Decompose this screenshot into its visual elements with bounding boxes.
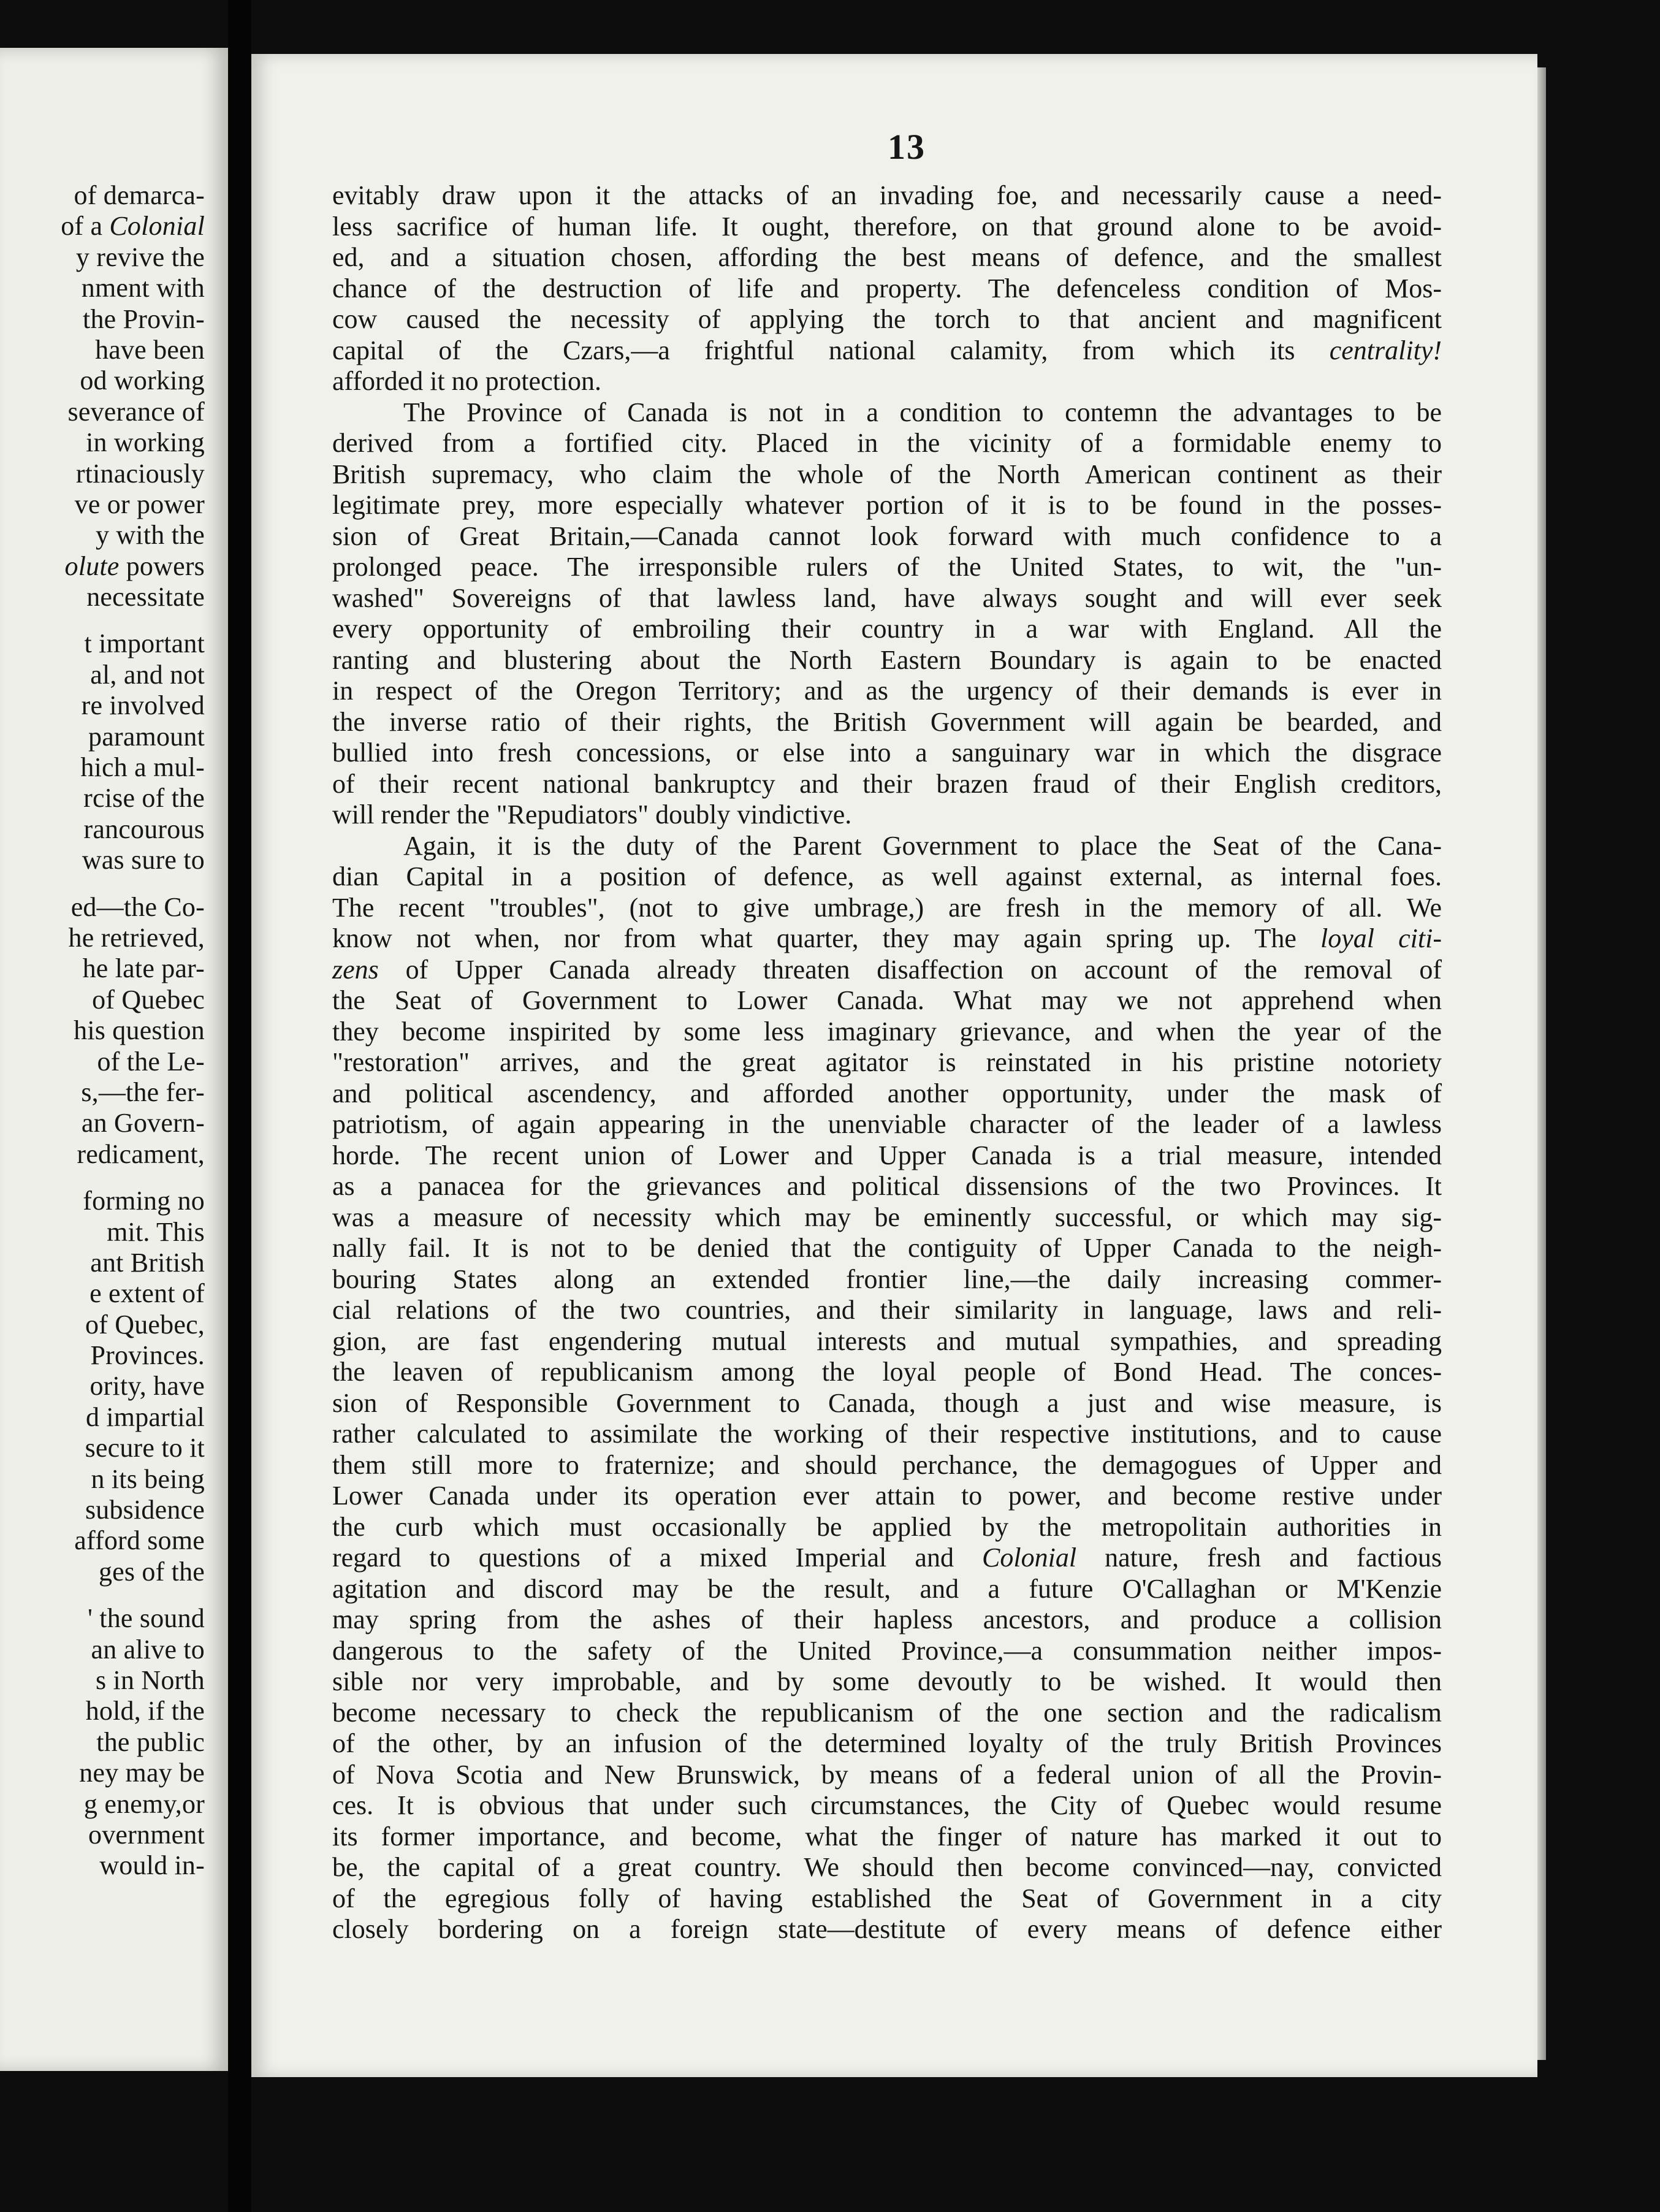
text-line — [332, 583, 1442, 614]
text-line — [332, 1233, 1442, 1264]
left-page-line — [0, 612, 205, 628]
text-line — [332, 707, 1442, 738]
text-line-content: sible nor very improbable, and by some devoutly to be wished. It would then — [332, 1666, 1442, 1696]
left-page-text — [0, 180, 205, 1882]
text-line-content: cial relations of the two countries, and their similarity in language, laws and reli- — [332, 1295, 1442, 1325]
text-line-content: ranting and blustering about the North Eastern Boundary is again to be enacted — [332, 644, 1442, 675]
left-page-line: t important — [84, 628, 205, 659]
left-page-line: d impartial — [85, 1402, 205, 1432]
text-line-content: cow caused the necessity of applying the torch to that ancient and magnificent — [332, 304, 1442, 334]
left-page-line: have been — [95, 334, 205, 365]
left-page-line: ority, have — [89, 1371, 205, 1402]
left-page-line: n its being — [91, 1463, 205, 1494]
text-line — [332, 1450, 1442, 1481]
text-line-content: regard to questions of a mixed Imperial and Colonial nature, fresh and factious — [332, 1543, 1442, 1573]
text-line — [332, 1078, 1442, 1110]
text-line-content: dangerous to the safety of the United Province,—a consummation neither impos- — [332, 1635, 1442, 1666]
text-line-content: ed, and a situation chosen, affording the best means of defence, and the smallest — [332, 242, 1442, 272]
text-line — [332, 769, 1442, 800]
text-line — [332, 1914, 1442, 1945]
left-page-line: hich a mul- — [80, 752, 205, 783]
text-line — [332, 212, 1442, 243]
left-page-line: of Quebec, — [85, 1309, 205, 1340]
page-edge — [1537, 67, 1546, 2060]
text-line — [332, 1264, 1442, 1295]
text-line — [332, 366, 1442, 397]
body-text — [332, 180, 1442, 1945]
text-line-content: may spring from the ashes of their hapless ancestors, and produce a collision — [332, 1604, 1442, 1634]
text-line-content: of the other, by an infusion of the determined loyalty of the truly British Provinces — [332, 1728, 1442, 1758]
text-line — [332, 1512, 1442, 1543]
text-line-content: the inverse ratio of their rights, the British Government will again be bearded, and — [332, 706, 1442, 737]
left-page-line: rtinaciously — [75, 458, 205, 489]
text-line-content: the leaven of republicanism among the loyal people of Bond Head. The conces- — [332, 1357, 1442, 1387]
text-line — [332, 1728, 1442, 1760]
text-line — [332, 335, 1442, 367]
left-page-line: of demarca- — [74, 180, 205, 210]
text-line-content: know not when, nor from what quarter, they may again spring up. The loyal citi- — [332, 923, 1442, 953]
text-line — [332, 1202, 1442, 1234]
text-line — [332, 1326, 1442, 1357]
text-line-content: "restoration" arrives, and the great agitator is reinstated in his pristine notoriety — [332, 1047, 1442, 1077]
left-page-line: forming no — [83, 1186, 205, 1216]
left-page-line: his question — [74, 1015, 205, 1046]
left-page-line: paramount — [88, 721, 205, 752]
left-page-line: the Provin- — [83, 303, 205, 334]
text-line — [332, 304, 1442, 335]
left-page-line: ed—the Co- — [70, 891, 205, 922]
left-page-line: would in- — [99, 1850, 205, 1881]
text-line — [332, 1016, 1442, 1048]
page-number: 13 — [888, 127, 926, 167]
left-page-line: ges of the — [98, 1556, 205, 1587]
text-line-content: capital of the Czars,—a frightful national calamity, from which its centrality! — [332, 335, 1442, 365]
left-page-line: Provinces. — [90, 1340, 205, 1371]
text-line — [332, 1852, 1442, 1883]
left-page-line: olute powers — [64, 551, 205, 581]
left-page-line: necessitate — [86, 582, 205, 612]
left-page-line: ' the sound — [87, 1603, 205, 1634]
text-line — [332, 552, 1442, 583]
text-line — [332, 1604, 1442, 1636]
text-line — [332, 521, 1442, 552]
left-page-line: nment with — [81, 273, 205, 303]
text-line — [332, 1481, 1442, 1512]
left-page-line: of a Colonial — [61, 211, 205, 242]
left-page-line: was sure to — [82, 845, 205, 875]
text-line-content: they become inspirited by some less imaginary grievance, and when the year of the — [332, 1016, 1442, 1047]
left-page-line — [0, 1587, 205, 1603]
text-line-content: as a panacea for the grievances and political dissensions of the two Provinces. It — [332, 1171, 1442, 1201]
left-page-line — [0, 1170, 205, 1186]
text-line — [332, 1698, 1442, 1729]
left-page-line: he retrieved, — [68, 922, 205, 953]
text-line — [332, 1574, 1442, 1605]
left-page-line: secure to it — [85, 1433, 205, 1463]
text-line — [332, 985, 1442, 1016]
text-line — [332, 645, 1442, 676]
text-line-content: The recent "troubles", (not to give umbrage,) are fresh in the memory of all. We — [332, 892, 1442, 923]
text-line — [332, 273, 1442, 305]
left-page-line: in working — [86, 427, 205, 458]
left-page-line: overnment — [88, 1819, 205, 1850]
left-page-line: y revive the — [75, 242, 205, 272]
text-line-content: bouring States along an extended frontier line,—the daily increasing commer- — [332, 1264, 1442, 1294]
text-line-content: and political ascendency, and afforded another opportunity, under the mask of — [332, 1078, 1442, 1108]
left-page-line: of Quebec — [92, 984, 205, 1015]
text-line — [332, 1883, 1442, 1915]
left-page-line: od working — [80, 365, 205, 396]
text-line-content: The Province of Canada is not in a condition to contemn the advantages to be — [403, 397, 1442, 427]
text-line-content: washed" Sovereigns of that lawless land, have always sought and will ever seek — [332, 582, 1442, 613]
left-page-line: subsidence — [85, 1495, 205, 1525]
text-line — [332, 1109, 1442, 1140]
book-gutter — [228, 0, 251, 2212]
main-page — [251, 54, 1537, 2077]
left-page-line: the public — [96, 1726, 205, 1757]
text-line-content: sion of Responsible Government to Canada, though a just and wise measure, is — [332, 1387, 1442, 1418]
text-line-content: every opportunity of embroiling their country in a war with England. All the — [332, 614, 1442, 644]
text-line — [332, 1388, 1442, 1419]
text-line — [332, 614, 1442, 645]
text-line-content: rather calculated to assimilate the working of their respective institutions, and to cause — [332, 1419, 1442, 1449]
left-page-line: rancourous — [83, 814, 205, 844]
left-page-line: an Govern- — [81, 1108, 205, 1138]
text-line-content: agitation and discord may be the result, and a future O'Callaghan or M'Kenzie — [332, 1573, 1442, 1604]
text-line-content: zens of Upper Canada already threaten disaffection on account of the removal of — [332, 954, 1442, 985]
text-line-content: become necessary to check the republicanism of the one section and the radicalism — [332, 1697, 1442, 1728]
text-line-content: closely bordering on a foreign state—destitute of every means of defence either — [332, 1914, 1442, 1944]
text-line-content: gion, are fast engendering mutual interests and mutual sympathies, and spreading — [332, 1325, 1442, 1356]
text-line — [332, 1790, 1442, 1821]
left-page-line: g enemy,or — [83, 1788, 205, 1819]
text-line-content: its former importance, and become, what the finger of nature has marked it out to — [332, 1821, 1442, 1852]
text-line-content: evitably draw upon it the attacks of an invading foe, and necessarily cause a need- — [332, 180, 1442, 210]
left-page-line: of the Le- — [97, 1046, 205, 1077]
text-line — [332, 180, 1442, 212]
left-page-line: rcise of the — [83, 783, 205, 814]
text-line — [332, 1666, 1442, 1698]
text-line-content: Again, it is the duty of the Parent Government to place the Seat of the Cana- — [403, 830, 1442, 861]
text-line-content: of their recent national bankruptcy and their brazen fraud of their English creditors, — [332, 768, 1442, 799]
text-line — [332, 738, 1442, 769]
text-line-content: less sacrifice of human life. It ought, therefore, on that ground alone to be avoid- — [332, 211, 1442, 242]
text-line — [332, 397, 1442, 429]
left-page-line: an alive to — [91, 1634, 205, 1665]
left-facing-page — [0, 48, 228, 2071]
text-line-content: was a measure of necessity which may be eminently successful, or which may sig- — [332, 1202, 1442, 1232]
text-line-content: legitimate prey, more especially whatever portion of it is to be found in the posses- — [332, 490, 1442, 520]
text-line-content: dian Capital in a position of defence, as well against external, as internal foes. — [332, 861, 1442, 891]
left-page-line: s,—the fer- — [81, 1077, 205, 1107]
text-line-content: sion of Great Britain,—Canada cannot look forward with much confidence to a — [332, 521, 1442, 551]
left-page-line: e extent of — [89, 1278, 205, 1309]
text-line — [332, 490, 1442, 521]
text-line — [332, 1821, 1442, 1853]
text-line — [332, 923, 1442, 955]
text-line-content: chance of the destruction of life and property. The defenceless condition of Mos- — [332, 273, 1442, 303]
left-page-line: s in North — [96, 1665, 205, 1695]
text-line — [332, 831, 1442, 862]
text-line-content: Lower Canada under its operation ever attain to power, and become restive under — [332, 1481, 1442, 1511]
text-line — [332, 1047, 1442, 1078]
text-line-content: nally fail. It is not to be denied that the contiguity of Upper Canada to the neigh- — [332, 1233, 1442, 1263]
left-page-line: ney may be — [79, 1758, 205, 1788]
text-line — [332, 799, 1442, 831]
left-page-line: afford some — [74, 1525, 205, 1556]
text-line-content: in respect of the Oregon Territory; and as the urgency of their demands is ever in — [332, 676, 1442, 706]
text-line-content: of the egregious folly of having established the Seat of Government in a city — [332, 1883, 1442, 1913]
text-line — [332, 242, 1442, 273]
left-page-line — [0, 876, 205, 892]
text-line-content: ces. It is obvious that under such circumstances, the City of Quebec would resume — [332, 1790, 1442, 1820]
text-line — [332, 1171, 1442, 1202]
text-line-content: prolonged peace. The irresponsible rulers of the United States, to wit, the "un- — [332, 552, 1442, 582]
text-line-content: the curb which must occasionally be applied by the metropolitain authorities in — [332, 1511, 1442, 1542]
text-line — [332, 1760, 1442, 1791]
text-line-content: them still more to fraternize; and should perchance, the demagogues of Upper and — [332, 1449, 1442, 1480]
left-page-line: y with the — [96, 520, 205, 551]
left-page-line: ve or power — [74, 489, 205, 519]
text-line-content: be, the capital of a great country. We should then become convinced—nay, convicted — [332, 1852, 1442, 1882]
text-line-content: bullied into fresh concessions, or else into a sanguinary war in which the disgrace — [332, 738, 1442, 768]
text-line-content: patriotism, of again appearing in the unenviable character of the leader of a lawless — [332, 1109, 1442, 1139]
text-line — [332, 1140, 1442, 1172]
text-line — [332, 1419, 1442, 1450]
left-page-line: he late par- — [82, 953, 205, 984]
text-line-content: horde. The recent union of Lower and Upper Canada is a trial measure, intended — [332, 1140, 1442, 1170]
text-line — [332, 676, 1442, 707]
left-page-line: severance of — [67, 396, 205, 427]
text-line — [332, 1357, 1442, 1388]
text-line — [332, 1636, 1442, 1667]
left-page-line: redicament, — [77, 1138, 205, 1169]
text-line-content: will render the "Repudiators" doubly vindictive. — [332, 799, 852, 830]
text-line — [332, 428, 1442, 459]
text-line — [332, 893, 1442, 924]
text-line-content: afforded it no protection. — [332, 366, 602, 396]
text-line — [332, 459, 1442, 490]
left-page-line: hold, if the — [85, 1696, 205, 1726]
text-line-content: British supremacy, who claim the whole of the North American continent as their — [332, 459, 1442, 489]
text-line-content: of Nova Scotia and New Brunswick, by means of a federal union of all the Provin- — [332, 1759, 1442, 1790]
text-line-content: derived from a fortified city. Placed in the vicinity of a formidable enemy to — [332, 428, 1442, 458]
text-line — [332, 1295, 1442, 1326]
text-line — [332, 1543, 1442, 1574]
left-page-line: re involved — [81, 690, 205, 721]
text-line-content: the Seat of Government to Lower Canada. What may we not apprehend when — [332, 985, 1442, 1015]
left-page-line: al, and not — [90, 659, 205, 690]
left-page-line: ant British — [90, 1247, 205, 1278]
text-line — [332, 955, 1442, 986]
left-page-line: mit. This — [107, 1216, 205, 1247]
text-line — [332, 861, 1442, 893]
